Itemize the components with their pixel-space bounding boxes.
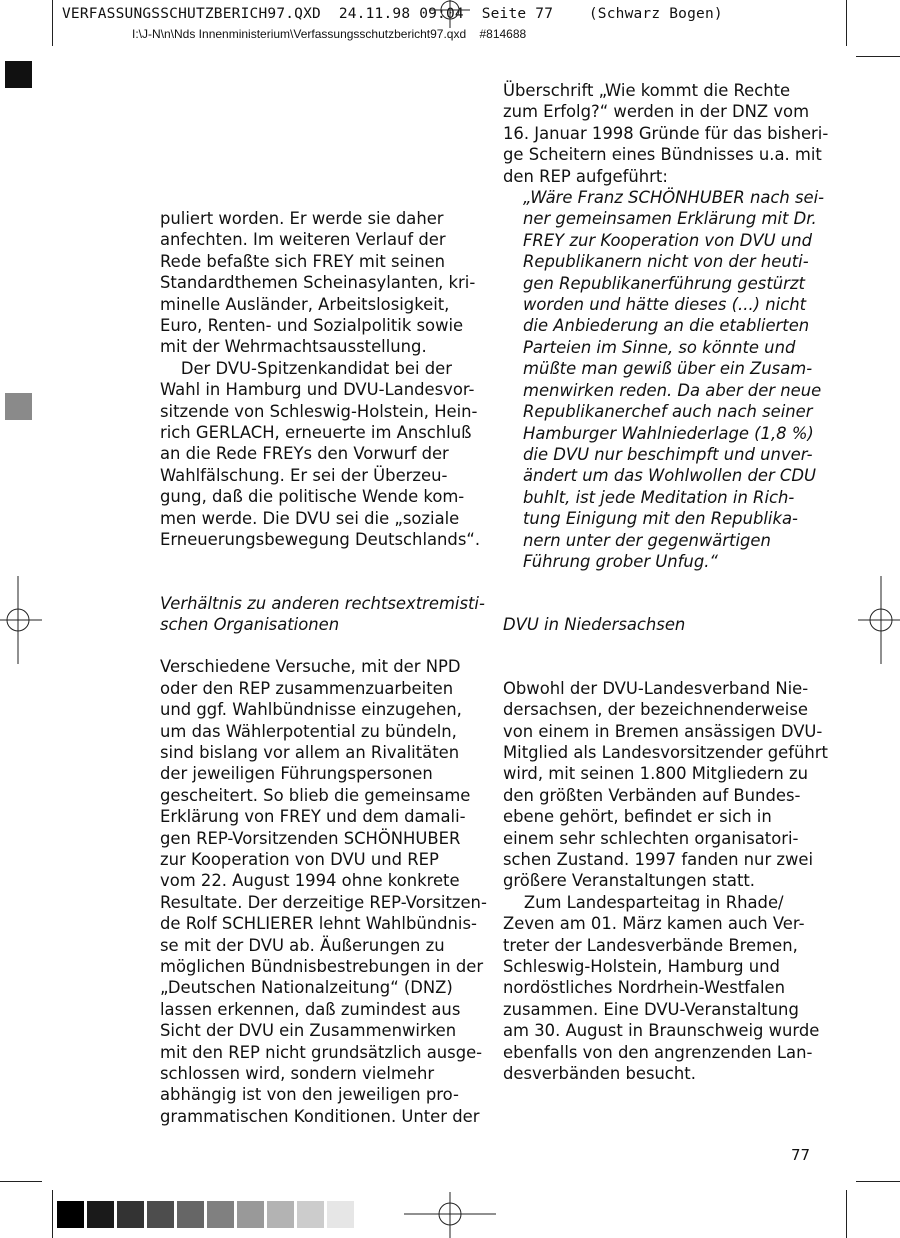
text-line: mit der Wehrmachtsausstellung. <box>160 337 427 357</box>
section-heading <box>160 593 485 636</box>
right-paragraph-1 <box>503 80 833 187</box>
calibration-swatch <box>117 1201 144 1228</box>
quote-line: die Anbiederung an die etablierten <box>523 316 810 336</box>
text-line: Mitglied als Landesvorsitzender geführt <box>503 742 828 762</box>
text-line: lassen erkennen, daß zumindest aus <box>160 999 461 1019</box>
text-line: Zum Landesparteitag in Rhade/ <box>503 892 784 912</box>
text-line: und ggf. Wahlbündnisse einzugehen, <box>160 700 462 720</box>
left-paragraph-2 <box>160 358 480 551</box>
page-number: 77 <box>791 1146 811 1164</box>
quote-line: Führung grober Unfug.“ <box>523 551 718 571</box>
calibration-swatch <box>327 1201 354 1228</box>
text-line: wird, mit seinen 1.800 Mitgliedern zu <box>503 764 809 784</box>
text-line: Schleswig-Holstein, Hamburg und <box>503 957 780 977</box>
text-line: minelle Ausländer, Arbeitslosigkeit, <box>160 294 450 314</box>
calibration-swatch <box>297 1201 324 1228</box>
text-line: von einem in Bremen ansässigen DVU- <box>503 721 823 741</box>
crop-mark <box>52 0 53 46</box>
text-line: nordöstliches Nordrhein-Westfalen <box>503 978 786 998</box>
text-line: gen REP-Vorsitzenden SCHÖNHUBER <box>160 828 461 848</box>
text-line: Resultate. Der derzeitige REP-Vorsitzen- <box>160 892 487 912</box>
right-column <box>503 80 833 1084</box>
text-line: um das Wählerpotential zu bündeln, <box>160 721 457 741</box>
text-line: Wahl in Hamburg und DVU-Landesvor- <box>160 380 475 400</box>
text-line: gung, daß die politische Wende kom- <box>160 487 465 507</box>
quote-line: Republikanern nicht von der heuti- <box>523 252 809 272</box>
text-line: den größten Verbänden auf Bundes- <box>503 785 801 805</box>
right-paragraph-3 <box>503 892 833 1085</box>
left-column <box>160 208 487 1127</box>
text-line: mit den REP nicht grundsätzlich ausge- <box>160 1042 483 1062</box>
registration-mark-icon <box>430 0 470 30</box>
heading-line: Verhältnis zu anderen rechtsextremisti- <box>160 593 485 613</box>
text-line: möglichen Bündnisbestrebungen in der <box>160 957 484 976</box>
crop-mark <box>846 0 847 46</box>
quote-line: Republikanerchef auch nach seiner <box>523 402 813 422</box>
quote-line: gen Republikanerführung gestürzt <box>523 273 805 293</box>
quote-line: ner gemeinsamen Erklärung mit Dr. <box>523 209 817 229</box>
quote-line: ändert um das Wohlwollen der CDU <box>523 466 816 486</box>
text-line: einem sehr schlechten organisatori- <box>503 828 799 848</box>
text-line: Verschiedene Versuche, mit der NPD <box>160 657 461 677</box>
calibration-swatch <box>237 1201 264 1228</box>
text-line: Erklärung von FREY und dem damali- <box>160 807 466 827</box>
text-line: Obwohl der DVU-Landesverband Nie- <box>503 678 809 698</box>
quote-line: tung Einigung mit den Republika- <box>523 509 798 529</box>
text-line: Zeven am 01. März kamen auch Ver- <box>503 914 805 934</box>
text-line: Standardthemen Scheinasylanten, kri- <box>160 273 476 293</box>
calibration-swatch <box>267 1201 294 1228</box>
text-line: Rede befaßte sich FREY mit seinen <box>160 251 446 271</box>
crop-mark <box>856 1181 900 1182</box>
text-line: „Deutschen Nationalzeitung“ (DNZ) <box>160 978 453 998</box>
text-line: ge Scheitern eines Bündnisses u.a. mit <box>503 145 822 165</box>
quote-line: müßte man gewiß über ein Zusam- <box>523 359 813 379</box>
text-line: rich GERLACH, erneuerte im Anschluß <box>160 423 472 443</box>
file-slug: VERFASSUNGSSCHUTZBERICH97.QXD 24.11.98 09:04 Seite 77 (Schwarz Bogen) <box>62 6 723 22</box>
text-line: men werde. Die DVU sei die „soziale <box>160 508 460 528</box>
section-heading: DVU in Niedersachsen <box>503 615 686 635</box>
left-paragraph-1 <box>160 208 480 358</box>
quote-line: Parteien im Sinne, so könnte und <box>523 337 796 357</box>
calibration-swatch <box>177 1201 204 1228</box>
text-line: sind bislang vor allem an Rivalitäten <box>160 742 460 762</box>
text-line: Sicht der DVU ein Zusammenwirken <box>160 1021 457 1041</box>
text-line: Euro, Renten- und Sozialpolitik sowie <box>160 316 464 336</box>
registration-mark-icon <box>404 1192 496 1238</box>
text-line: größere Veranstaltungen statt. <box>503 871 756 891</box>
crop-mark <box>846 1190 847 1238</box>
text-line: Wahlfälschung. Er sei der Überzeu- <box>160 465 448 485</box>
text-line: Überschrift „Wie kommt die Rechte <box>503 81 791 100</box>
file-path: I:\J-N\n\Nds Innenministerium\Verfassungsschutzbericht97.qxd #814688 <box>132 27 527 41</box>
text-line: der jeweiligen Führungspersonen <box>160 764 433 784</box>
quote-line: worden und hätte dieses (...) nicht <box>523 295 807 315</box>
left-paragraph-3 <box>160 656 487 1127</box>
text-line: ebene gehört, befindet er sich in <box>503 807 772 827</box>
text-line: abhängig ist von den jeweiligen pro- <box>160 1085 459 1105</box>
text-line: gescheitert. So blieb die gemeinsame <box>160 785 471 805</box>
calibration-swatch <box>87 1201 114 1228</box>
crop-mark <box>856 56 900 57</box>
text-line: zum Erfolg?“ werden in der DNZ vom <box>503 102 810 122</box>
quote-line: die DVU nur beschimpft und unver- <box>523 444 813 464</box>
text-line: vom 22. August 1994 ohne konkrete <box>160 871 460 891</box>
text-line: ebenfalls von den angrenzenden Lan- <box>503 1042 813 1062</box>
text-line: oder den REP zusammenzuarbeiten <box>160 678 454 698</box>
text-line: zusammen. Eine DVU-Veranstaltung <box>503 999 799 1019</box>
crop-mark <box>0 1181 42 1182</box>
registration-mark-icon <box>856 576 900 664</box>
text-line: 16. Januar 1998 Gründe für das bisheri- <box>503 123 829 143</box>
text-line: den REP aufgeführt: <box>503 166 668 186</box>
text-line: treter der Landesverbände Bremen, <box>503 935 798 955</box>
heading-line: schen Organisationen <box>160 614 340 634</box>
quote-line: FREY zur Kooperation von DVU und <box>523 230 812 250</box>
text-line: desverbänden besucht. <box>503 1064 696 1084</box>
crop-mark <box>52 1190 53 1238</box>
quote-line: Hamburger Wahlniederlage (1,8 %) <box>523 423 814 443</box>
quote-line: menwirken reden. Da aber der neue <box>523 380 822 400</box>
text-line: puliert worden. Er werde sie daher <box>160 209 444 228</box>
text-line: se mit der DVU ab. Äußerungen zu <box>160 935 445 955</box>
text-line: anfechten. Im weiteren Verlauf der <box>160 230 446 250</box>
text-line: Erneuerungsbewegung Deutschlands“. <box>160 530 481 550</box>
text-line: schen Zustand. 1997 fanden nur zwei <box>503 850 814 869</box>
gray-color-marker <box>5 393 32 420</box>
quote-line: „Wäre Franz SCHÖNHUBER nach sei- <box>523 188 825 208</box>
quote-line: nern unter der gegenwärtigen <box>523 530 771 550</box>
text-line: schlossen wird, sondern vielmehr <box>160 1064 435 1084</box>
calibration-swatch <box>207 1201 234 1228</box>
right-paragraph-2 <box>503 678 833 892</box>
calibration-swatch <box>57 1201 84 1228</box>
quote-line: buhlt, ist jede Meditation in Rich- <box>523 487 795 507</box>
text-line: sitzende von Schleswig-Holstein, Hein- <box>160 401 478 421</box>
text-line: an die Rede FREYs den Vorwurf der <box>160 444 449 464</box>
text-line: de Rolf SCHLIERER lehnt Wahlbündnis- <box>160 914 477 934</box>
text-line: dersachsen, der bezeichnenderweise <box>503 700 808 720</box>
black-color-marker <box>5 61 32 88</box>
text-line: am 30. August in Braunschweig wurde <box>503 1021 820 1041</box>
text-line: zur Kooperation von DVU und REP <box>160 849 439 869</box>
text-line: Der DVU-Spitzenkandidat bei der <box>160 358 452 378</box>
calibration-swatch <box>147 1201 174 1228</box>
registration-mark-icon <box>0 576 44 664</box>
text-line: grammatischen Konditionen. Unter der <box>160 1106 480 1126</box>
block-quote <box>503 187 833 572</box>
